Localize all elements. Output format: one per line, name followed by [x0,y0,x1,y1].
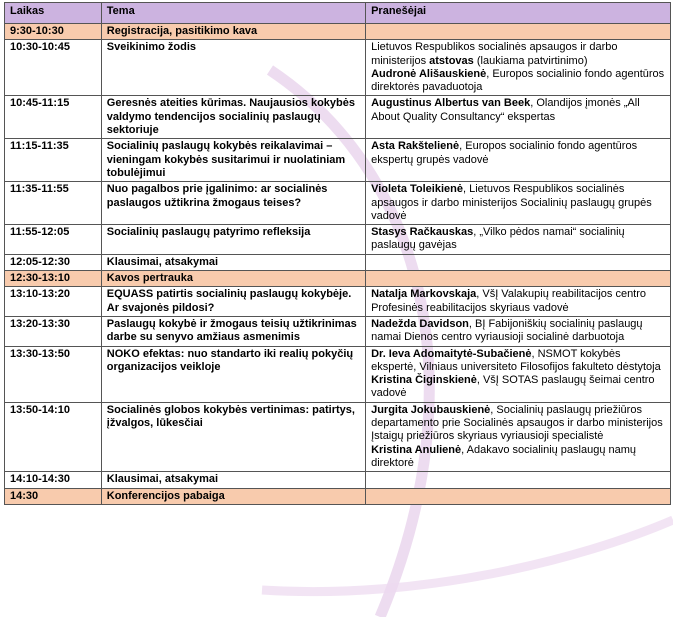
row-topic: EQUASS patirtis socialinių paslaugų kokybėje. Ar svajonės pildosi? [101,287,365,317]
speaker-name: Violeta Toleikienė [371,183,463,196]
row-time: 11:15-11:35 [5,139,102,182]
row-speakers [366,225,671,255]
speaker-name: atstovas [429,54,474,67]
row-topic: Geresnės ateities kūrimas. Naujausios kokybės valdymo tendencijos socialinių paslaugų sektoriuje [101,96,365,139]
row-time: 9:30-10:30 [5,24,102,40]
row-speakers [366,287,671,317]
row-speakers [366,271,671,287]
speaker-name: Kristina Anulienė [371,443,462,456]
row-topic: Kavos pertrauka [101,271,365,287]
row-time: 14:30 [5,488,102,504]
row-topic: Konferencijos pabaiga [101,488,365,504]
row-topic: NOKO efektas: nuo standarto iki realių pokyčių organizacijos veikloje [101,346,365,402]
row-topic: Socialinės globos kokybės vertinimas: patirtys, įžvalgos, lūkesčiai [101,402,365,471]
row-time: 12:30-13:10 [5,271,102,287]
speaker-role: , NSMOT kokybės ekspertė, Vilniaus universiteto Filosofijos fakulteto dėstytoja [371,347,661,373]
speaker-entry [371,288,666,315]
speaker-entry [371,140,666,167]
row-topic: Socialinių paslaugų patyrimo refleksija [101,225,365,255]
speaker-entry [371,68,666,95]
row-topic: Registracija, pasitikimo kava [101,24,365,40]
header-topic: Tema [101,3,365,24]
speaker-role: , BĮ Fabijoniškių socialinių paslaugų namai Dienos centro vyriausioji socialinė darbuotoja [371,317,643,344]
row-time: 14:10-14:30 [5,472,102,488]
row-speakers [366,346,671,402]
table-row [5,40,671,96]
row-speakers [366,472,671,488]
table-row [5,287,671,317]
row-speakers [366,316,671,346]
row-time: 10:30-10:45 [5,40,102,96]
speaker-role: , Socialinių paslaugų priežiūros departamento prie Socialinės apsaugos ir darbo ministerijos Įstaigų priežiūros skyriaus vyriausioji specialistė [371,403,663,443]
row-speakers [366,24,671,40]
row-topic: Sveikinimo žodis [101,40,365,96]
speaker-role: , „Vilko pėdos namai“ socialinių paslaugų gavėjas [371,226,625,252]
speaker-entry [371,226,666,253]
row-topic: Klausimai, atsakymai [101,254,365,270]
row-time: 13:30-13:50 [5,346,102,402]
speaker-role: , Olandijos įmonės „All About Quality Consultancy“ ekspertas [371,97,640,123]
speaker-name: Jurgita Jokubauskienė [371,403,491,416]
speaker-role: , VšĮ Valakupių reabilitacijos centro Profesinės reabilitacijos skyriaus vadovė [371,288,647,314]
program-rows [5,24,671,505]
row-time: 13:50-14:10 [5,402,102,471]
speaker-role: , VšĮ SOTAS paslaugų šeimai centro vadovė [371,374,655,400]
row-speakers [366,402,671,471]
row-topic: Klausimai, atsakymai [101,472,365,488]
table-row [5,316,671,346]
table-row [5,488,671,504]
speaker-entry [371,41,666,68]
table-header-row [5,3,671,24]
row-time: 12:05-12:30 [5,254,102,270]
table-row [5,346,671,402]
row-time: 11:55-12:05 [5,225,102,255]
table-row [5,182,671,225]
speaker-entry [371,183,666,223]
speaker-name: Stasys Račkauskas [371,226,474,239]
speaker-role: , Europos socialinio fondo agentūros direktorės pavaduotoja [371,67,665,94]
speaker-name: Asta Rakštelienė [371,140,460,153]
header-time: Laikas [5,3,102,24]
table-row [5,402,671,471]
conference-program-table [4,2,671,505]
row-speakers [366,254,671,270]
row-topic: Paslaugų kokybė ir žmogaus teisių užtikrinimas darbe su senyvo amžiaus asmenimis [101,316,365,346]
speaker-entry [371,97,666,124]
row-time: 11:35-11:55 [5,182,102,225]
speaker-entry [371,404,666,444]
table-row [5,96,671,139]
speaker-name: Nadežda Davidson [371,317,469,330]
row-speakers [366,40,671,96]
table-row [5,271,671,287]
row-speakers [366,96,671,139]
speaker-prefix: Lietuvos Respublikos socialinės apsaugos ir darbo ministerijos [371,41,618,67]
speaker-name: Dr. Ieva Adomaitytė-Subačienė [371,347,532,360]
row-time: 13:10-13:20 [5,287,102,317]
speaker-role: , Adakavo socialinių paslaugų namų direktorė [371,443,637,469]
row-speakers [366,488,671,504]
speaker-entry [371,444,666,471]
row-topic: Nuo pagalbos prie įgalinimo: ar socialinės paslaugos užtikrina žmogaus teises? [101,182,365,225]
table-row [5,472,671,488]
speaker-entry [371,348,666,375]
speaker-name: Natalja Markovskaja [371,288,477,301]
speaker-name: Kristina Čiginskienė [371,374,477,387]
header-speakers: Pranešėjai [366,3,671,24]
speaker-role: , Lietuvos Respublikos socialinės apsaugos ir darbo ministerijos Socialinių paslaugų grupės vadovė [371,183,652,222]
table-row [5,225,671,255]
speaker-name: Audronė Ališauskienė [371,67,487,80]
row-time: 13:20-13:30 [5,316,102,346]
speaker-entry [371,318,666,345]
speaker-role: (laukiama patvirtinimo) [473,54,588,67]
speaker-role: , Europos socialinio fondo agentūros ekspertų grupės vadovė [371,140,638,166]
row-speakers [366,139,671,182]
speaker-name: Augustinus Albertus van Beek [371,97,531,110]
row-speakers [366,182,671,225]
table-row [5,139,671,182]
row-time: 10:45-11:15 [5,96,102,139]
speaker-entry [371,374,666,401]
table-row [5,24,671,40]
table-row [5,254,671,270]
row-topic: Socialinių paslaugų kokybės reikalavimai – vieningam kokybės susitarimui ir nuolatiniam tobulėjimui [101,139,365,182]
